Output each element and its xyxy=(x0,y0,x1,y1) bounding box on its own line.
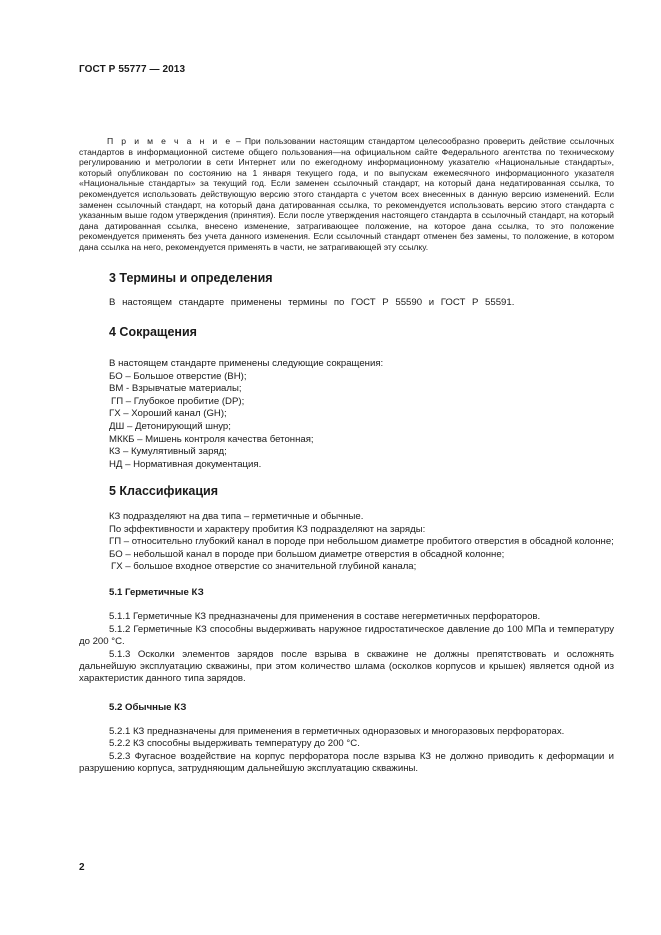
section-5-1-body xyxy=(79,611,614,685)
section-3-title: 3 Термины и определения xyxy=(109,270,273,285)
section-3-text: В настоящем стандарте применены термины по ГОСТ Р 55590 и ГОСТ Р 55591. xyxy=(109,296,515,308)
section-5-2-paragraph: 5.2.1 КЗ предназначены для применения в герметичных одноразовых и многоразовых перфораторах. xyxy=(109,725,565,737)
section-5-1-title: 5.1 Герметичные КЗ xyxy=(109,587,204,599)
note-label: П р и м е ч а н и е xyxy=(107,136,233,146)
section-5-paragraph: По эффективности и характеру пробития КЗ подразделяют на заряды: xyxy=(109,523,426,535)
section-5-2-paragraph: 5.2.2 КЗ способны выдерживать температуру до 200 °С. xyxy=(109,738,360,750)
list-item: ВМ - Взрывчатые материалы; xyxy=(109,383,242,395)
list-item: КЗ – Кумулятивный заряд; xyxy=(109,446,227,458)
section-5-2-body xyxy=(79,726,614,776)
note-text: – При пользовании настоящим стандартом целесообразно проверить действие ссылочных стандартов в информационной системе общего пользования—на официальном сайте Федерального агентства по техническому регулированию и метрологии в сети Интернет или по ежегодному информационному указателю «Национальные стандарты», который опубликован по состоянию на 1 января текущего года, и по выпускам ежемесячного информационного указателя «Национальные стандарты» за текущий год. Если заменен ссылочный стандарт, на который дана недатированная ссылка, то рекомендуется использовать действующую версию этого стандарта с учетом всех внесенных в данную версию изменений. Если заменен ссылочный стандарт, на который дана датированная ссылка, то рекомендуется использовать версию этого стандарта с указанным выше годом утверждения (принятия). Если после утверждения настоящего стандарта в ссылочный стандарт, на который дана датированная ссылка, внесено изменение, затрагивающее положение, на которое дана ссылка, то это положение рекомендуется применять без учета данного изменения. Если ссылочный стандарт отменен без замены, то положение, в котором дана ссылка на него, рекомендуется применять в части, не затрагивающей эту ссылку. xyxy=(79,136,615,252)
list-item: МККБ – Мишень контроля качества бетонная; xyxy=(109,433,314,445)
section-5-1-paragraph: 5.1.1 Герметичные КЗ предназначены для применения в составе негерметичных перфораторов. xyxy=(109,611,541,623)
section-5-2-paragraph: 5.2.3 Фугасное воздействие на корпус перфоратора после взрыва КЗ не должно приводить к деформации и разрушению корпуса, затрудняющим дальнейшую эксплуатацию скважины. xyxy=(79,750,614,774)
reference-note xyxy=(79,136,614,253)
list-item: ДШ – Детонирующий шнур; xyxy=(109,420,231,432)
section-5-paragraph: ГП – относительно глубокий канал в породе при небольшом диаметре пробитого отверстия в обсадной колонне; xyxy=(109,536,614,548)
section-4-title: 4 Сокращения xyxy=(109,324,197,339)
page-content xyxy=(79,136,614,775)
abbreviations-list xyxy=(79,358,614,471)
note-paragraph xyxy=(79,136,614,253)
section-5-paragraph: ГХ – большое входное отверстие со значительной глубиной канала; xyxy=(111,560,417,572)
section-5-body xyxy=(79,511,614,573)
page-number: 2 xyxy=(79,862,85,873)
section-5-2-title: 5.2 Обычные КЗ xyxy=(109,701,187,713)
list-item: ГП – Глубокое пробитие (DP); xyxy=(111,395,245,407)
list-item: НД – Нормативная документация. xyxy=(109,458,262,470)
list-item: ГХ – Хороший канал (GH); xyxy=(109,408,227,420)
section-5-1-paragraph: 5.1.3 Осколки элементов зарядов после взрыва в скважине не должны препятствовать и осложнять дальнейшую эксплуатацию скважины, при этом количество шлама (осколков корпусов и крышек) является одной из характеристик данного типа зарядов. xyxy=(79,648,614,685)
section-5-1-paragraph: 5.1.2 Герметичные КЗ способны выдерживать наружное гидростатическое давление до 100 МПа и температуру до 200 °С. xyxy=(79,623,614,648)
document-header: ГОСТ Р 55777 — 2013 xyxy=(79,64,186,75)
section-5-paragraph: БО – небольшой канал в породе при большом диаметре отверстия в обсадной колонне; xyxy=(109,548,505,560)
section-5-paragraph: КЗ подразделяют на два типа – герметичные и обычные. xyxy=(109,511,364,523)
abbreviations-intro: В настоящем стандарте применены следующие сокращения: xyxy=(109,357,384,369)
list-item: БО – Большое отверстие (BH); xyxy=(109,370,247,382)
section-5-title: 5 Классификация xyxy=(109,484,219,499)
